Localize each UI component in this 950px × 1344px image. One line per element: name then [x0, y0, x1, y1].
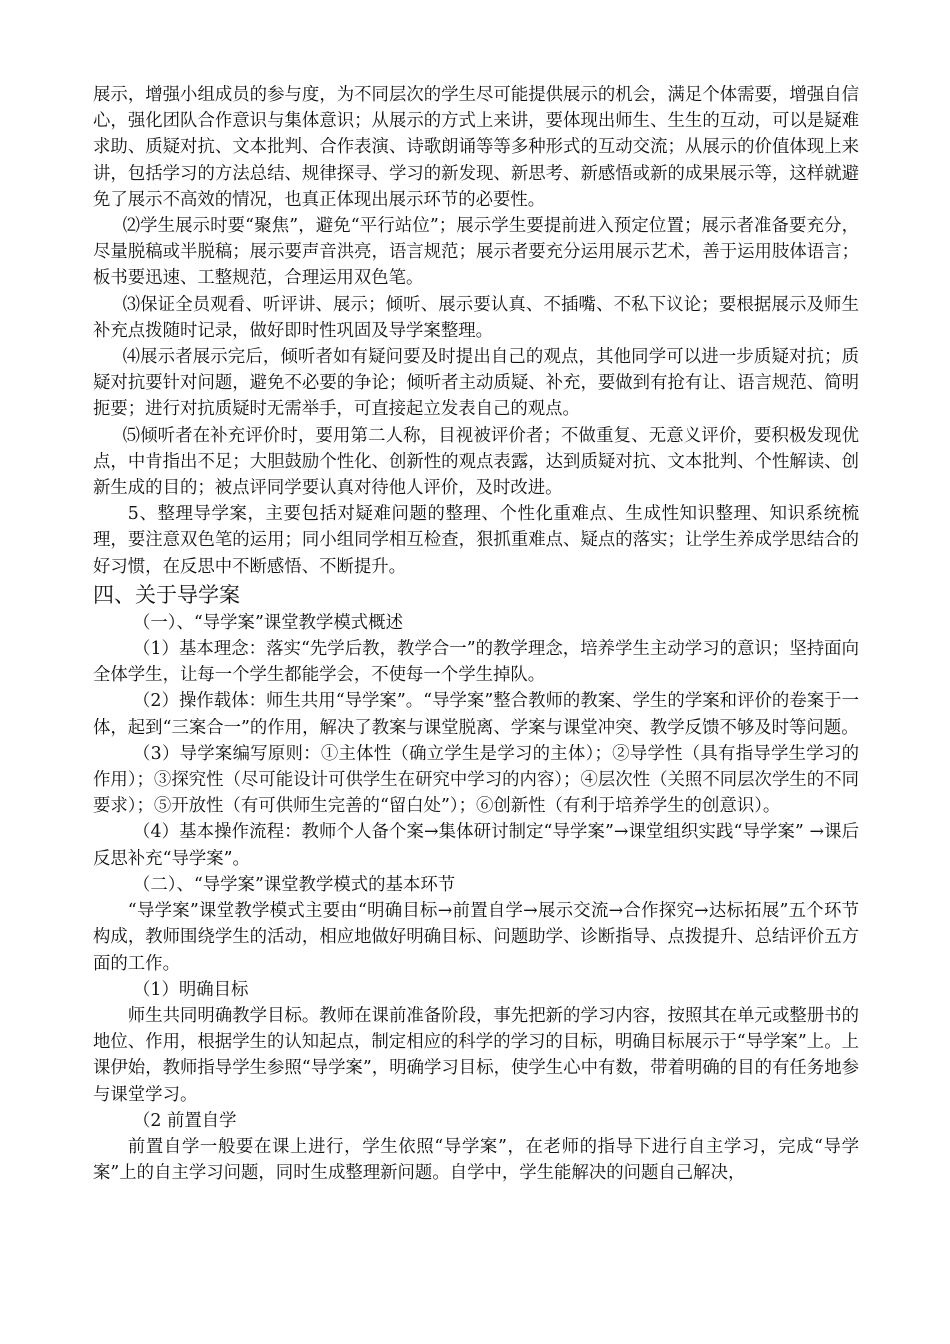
section-heading: 四、关于导学案 [93, 582, 240, 607]
subsection-title-basic-steps: （二）、“导学案”课堂教学模式的基本环节 [133, 874, 456, 895]
paragraph-pre-study: 前置自学一般要在课上进行，学生依照“导学案”，在老师的指导下进行自主学习，完成“导学案”上的自主学习问题，同时生成整理新问题。自学中，学生能解决的问题自己解决， [93, 1136, 859, 1184]
paragraph-item-3: ⑶保证全员观看、听评讲、展示；倾听、展示要认真、不插嘴、不私下议论；要根据展示及师生补充点拨随时记录，做好即时性巩固及导学案整理。 [93, 294, 859, 341]
paragraph-basic-concept: （1）基本理念：落实“先学后教，教学合一”的教学理念，培养学生主动学习的意识；坚持面向全体学生，让每一个学生都能学会，不使每一个学生掉队。 [93, 639, 859, 686]
paragraph-step-5: 5、整理导学案，主要包括对疑难问题的整理、个性化重难点、生成性知识整理、知识系统梳理，要注意双色笔的运用；同小组同学相互检查，狠抓重难点、疑点的落实；让学生养成学思结合的好习惯，在反思中不断感悟、不断提升。 [93, 504, 859, 577]
paragraph-clear-goals: 师生共同明确教学目标。教师在课前准备阶段，事先把新的学习内容，按照其在单元或整册书的地位、作用，根据学生的认知起点，制定相应的科学的学习的目标，明确目标展示于“导学案”上。上课伊始，教师指导学生参照“导学案”，明确学习目标，使学生心中有数，带着明确的目的有任务地参与课堂学习。 [93, 1005, 859, 1105]
paragraph-operation-carrier: （2）操作载体：师生共用“导学案”。“导学案”整合教师的教案、学生的学案和评价的卷案于一体，起到“三案合一”的作用，解决了教案与课堂脱离、学案与课堂冲突、教学反馈不够及时等问题。 [93, 691, 859, 738]
paragraph-writing-principles: （3）导学案编写原则：①主体性（确立学生是学习的主体）；②导学性（具有指导学生学习的作用）；③探究性（尽可能设计可供学生在研究中学习的内容）；④层次性（关照不同层次学生的不同要求）；⑤开放性（有可供师生完善的“留白处”）；⑥创新性（有利于培养学生的创意识）。 [93, 743, 859, 817]
paragraph-operation-flow: （4）基本操作流程：教师个人备个案→集体研讨制定“导学案”→课堂组织实践“导学案” →课后反思补充“导学案”。 [93, 822, 859, 869]
paragraph-five-steps: “导学案”课堂教学模式主要由“明确目标→前置自学→展示交流→合作探究→达标拓展”五个环节构成，教师围绕学生的活动，相应地做好明确目标、问题助学、诊断指导、点拨提升、总结评价五方面的工作。 [93, 901, 859, 974]
paragraph-item-2: ⑵学生展示时要“聚焦”，避免“平行站位”；展示学生要提前进入预定位置；展示者准备要充分，尽量脱稿或半脱稿；展示要声音洪亮，语言规范；展示者要充分运用展示艺术，善于运用肢体语言；板书要迅速、工整规范，合理运用双色笔。 [93, 216, 859, 289]
subsection-title-overview: （一）、“导学案”课堂教学模式概述 [133, 612, 403, 633]
paragraph-display-continuation: 展示，增强小组成员的参与度，为不同层次的学生尽可能提供展示的机会，满足个体需要，增强自信心，强化团队合作意识与集体意识；从展示的方式上来讲，要体现出师生、生生的互动，可以是疑难求助、质疑对抗、文本批判、合作表演、诗歌朗诵等等多种形式的互动交流；从展示的价值体现上来讲，包括学习的方法总结、规律探寻、学习的新发现、新思考、新感悟或新的成果展示等，这样就避免了展示不高效的情况，也真正体现出展示环节的必要性。 [93, 85, 859, 210]
paragraph-item-4: ⑷展示者展示完后，倾听者如有疑问要及时提出自己的观点，其他同学可以进一步质疑对抗；质疑对抗要针对问题，避免不必要的争论；倾听者主动质疑、补充，要做到有抢有让、语言规范、简明扼要；进行对抗质疑时无需举手，可直接起立发表自己的观点。 [93, 347, 859, 420]
paragraph-item-5: ⑸倾听者在补充评价时，要用第二人称，目视被评价者；不做重复、无意义评价，要积极发现优点，中肯指出不足；大胆鼓励个性化、创新性的观点表露，达到质疑对抗、文本批判、个性解读、创新生成的目的；被点评同学要认真对待他人评价，及时改进。 [93, 425, 859, 499]
document-page [93, 82, 859, 1186]
step-title-pre-study: （2 前置自学 [133, 1110, 237, 1131]
step-title-clear-goals: （1）明确目标 [133, 979, 249, 1000]
